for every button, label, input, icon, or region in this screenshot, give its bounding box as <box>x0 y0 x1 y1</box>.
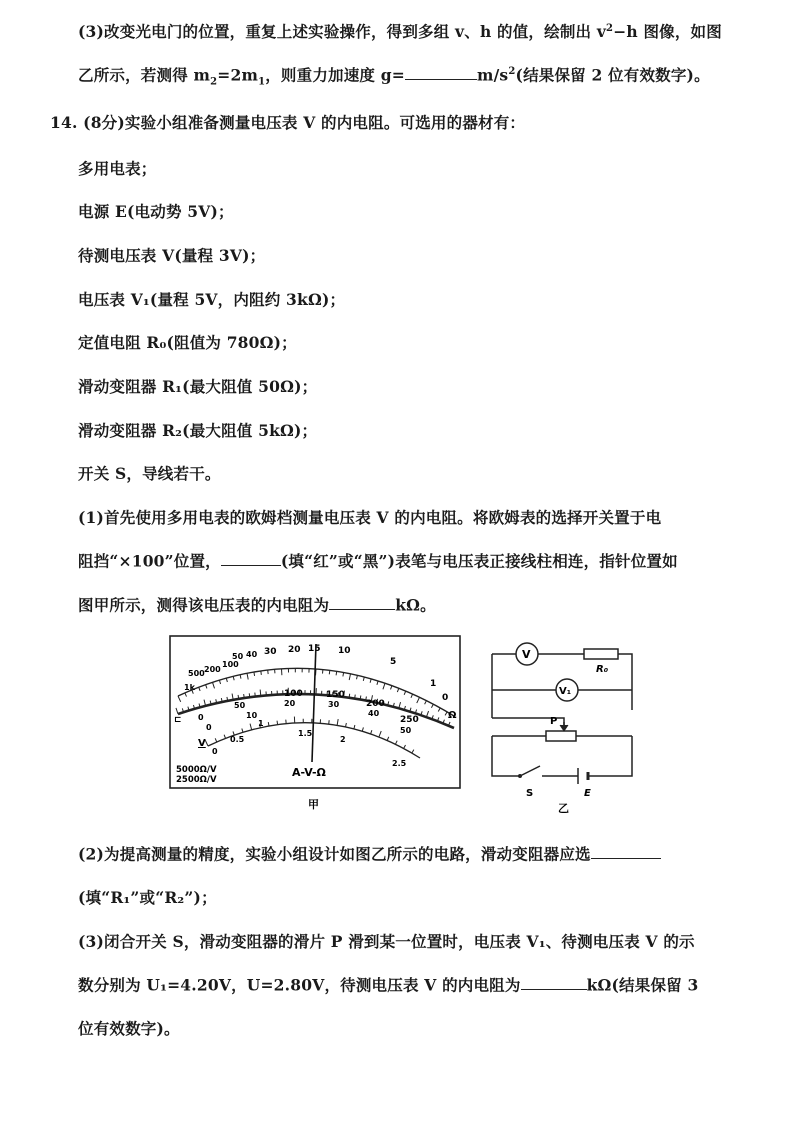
ohm-tick-label: 200 <box>204 665 221 674</box>
equipment-item: 电压表 V₁(量程 5V，内阻约 3kΩ)； <box>78 290 346 309</box>
scale-tick <box>277 721 278 725</box>
q14-text: (填“红”或“黑”)表笔与电压表正接线柱相连，指针位置如 <box>280 551 678 571</box>
q13-superscript: 2 <box>508 66 516 78</box>
slider-arrowhead-icon <box>560 725 568 731</box>
ohm-tick-label: 20 <box>288 645 301 655</box>
dc2-tick-label: 20 <box>284 699 296 708</box>
dc-tick-label: 0 <box>198 713 204 722</box>
ohm-tick-label: 5 <box>390 657 397 667</box>
q14-text: 图甲所示，测得该电压表的内电阻为 <box>78 595 330 615</box>
ohm-tick-label: 0 <box>442 693 449 703</box>
v-mark: V <box>198 738 206 749</box>
q13-part3-line1 <box>78 20 722 42</box>
answer-blank-internal-resistance[interactable] <box>521 973 587 990</box>
figure-caption-jia: 甲 <box>308 798 319 811</box>
scale-tick <box>343 672 344 676</box>
q14-part3-line1: (3)闭合开关 S，滑动变阻器的滑片 P 滑到某一位置时，电压表 V₁、待测电压表 V 的示 <box>78 932 695 951</box>
q14-text: kΩ(结果保留 3 <box>586 975 699 995</box>
dc-symbol: ⊏ <box>174 715 182 725</box>
q13-text: m/s <box>476 65 509 85</box>
dc2-tick-label: 40 <box>368 709 380 718</box>
q13-superscript: 2 <box>606 22 614 34</box>
scale-tick <box>238 695 239 699</box>
scale-tick <box>260 690 261 696</box>
scale-tick <box>329 670 330 674</box>
switch-s-icon <box>520 766 540 776</box>
dc2-tick-label: 30 <box>328 700 340 709</box>
q13-text: (结果保留 2 位有效数字)。 <box>515 65 710 85</box>
r0-label: R₀ <box>596 664 609 675</box>
equipment-item: 定值电阻 R₀(阻值为 780Ω)； <box>78 333 297 352</box>
equipment-item: 待测电压表 V(量程 3V)； <box>78 246 266 265</box>
answer-blank-rheostat[interactable] <box>591 842 661 859</box>
sensitivity-label: 5000Ω/V <box>176 765 217 775</box>
scale-tick <box>244 694 245 698</box>
wire <box>618 654 632 690</box>
q14-text: 阻挡“×100”位置， <box>78 551 221 571</box>
q14-text: kΩ。 <box>395 595 436 615</box>
sensitivity-label: 2500Ω/V <box>176 775 217 785</box>
scale-tick <box>254 672 255 676</box>
q13-text: =2m <box>217 65 259 85</box>
ohm-tick-label: 1k <box>184 683 195 692</box>
dc-tick-label: 250 <box>400 715 419 725</box>
q13-text: (3)改变光电门的位置，重复上述实验操作，得到多组 v、h 的值，绘制出 v <box>78 22 607 41</box>
dc-tick-label: 50 <box>234 701 246 710</box>
answer-blank-g[interactable] <box>405 63 477 80</box>
q14-part1-line3 <box>78 593 436 615</box>
equipment-item: 电源 E(电动势 5V)； <box>78 202 234 221</box>
resistor-r0-icon <box>584 649 618 659</box>
q14-part3-line3: 位有效数字)。 <box>78 1019 180 1038</box>
scale-tick <box>261 671 262 675</box>
ohm-tick-label: 500 <box>188 669 205 678</box>
q14-part1-line2 <box>78 549 678 571</box>
ohm-tick-label: 15 <box>308 644 321 654</box>
q13-text: ，则重力加速度 g= <box>265 65 405 85</box>
center-label: A-V-Ω <box>292 766 326 779</box>
ohm-tick-label: 30 <box>264 647 277 657</box>
figure-yi-circuit <box>484 634 640 814</box>
q13-text: 乙所示，若测得 m <box>78 65 211 85</box>
q14-part3-line2 <box>78 973 698 995</box>
wire <box>588 736 632 776</box>
dc2-tick-label: 10 <box>246 711 258 720</box>
scale-tick <box>268 722 269 726</box>
dc-tick-label: 100 <box>284 689 303 699</box>
q14-part1-line1: (1)首先使用多用电表的欧姆档测量电压表 V 的内电阻。将欧姆表的选择开关置于电 <box>78 508 662 527</box>
ac-tick-label: 0 <box>212 747 218 756</box>
ac-tick-label: 0.5 <box>230 735 245 744</box>
ac-tick-label: 1 <box>258 719 264 728</box>
q13-subscript: 1 <box>258 76 266 88</box>
equipment-item: 多用电表； <box>78 159 157 178</box>
battery-e-label: E <box>584 788 591 799</box>
scale-tick <box>355 695 356 699</box>
q14-part2-line1 <box>78 842 661 864</box>
answer-blank-probe[interactable] <box>221 549 281 566</box>
ac-tick-label: 2 <box>340 735 346 744</box>
figure-jia-meter <box>168 634 464 814</box>
voltmeter-v1-label: V₁ <box>559 686 572 697</box>
switch-s-label: S <box>526 788 534 799</box>
q13-text: −h 图像，如图 <box>613 22 722 41</box>
wire <box>492 736 520 776</box>
ohm-unit-label: Ω <box>448 710 457 721</box>
ohm-tick-label: 10 <box>338 646 351 656</box>
equipment-item: 开关 S，导线若干。 <box>78 464 221 483</box>
q14-text: (2)为提高测量的精度，实验小组设计如图乙所示的电路，滑动变阻器应选 <box>78 844 591 864</box>
scale-tick <box>349 694 350 698</box>
slider-p-label: P <box>550 716 558 727</box>
figure-caption-yi: 乙 <box>558 802 569 814</box>
equipment-item: 滑动变阻器 R₂(最大阻值 5kΩ)； <box>78 421 318 440</box>
ohm-tick-label: 50 <box>232 652 244 661</box>
scale-tick <box>360 696 361 700</box>
scale-tick <box>336 671 337 675</box>
rheostat-icon <box>546 731 576 741</box>
answer-blank-resistance[interactable] <box>329 593 395 610</box>
q13-part3-line2 <box>78 63 710 87</box>
ohm-tick-label: 100 <box>222 660 239 669</box>
voltmeter-v-label: V <box>522 648 531 661</box>
ohm-tick-label: 40 <box>246 650 258 659</box>
ac-tick-label: 1.5 <box>298 729 313 738</box>
ohm-tick-label: 1 <box>430 679 437 689</box>
dc-tick-label: 200 <box>366 699 385 709</box>
q14-header: 14. (8分)实验小组准备测量电压表 V 的内电阻。可选用的器材有： <box>50 113 526 132</box>
ac-tick-label: 2.5 <box>392 759 407 768</box>
dc2-tick-label: 50 <box>400 726 412 735</box>
q13-subscript: 2 <box>210 76 218 88</box>
dc2-tick-label: 0 <box>206 723 212 732</box>
scale-tick <box>249 693 250 697</box>
dc-tick-label: 150 <box>326 690 345 700</box>
q14-part2-line2: (填“R₁”或“R₂”)； <box>78 888 217 907</box>
equipment-item: 滑动变阻器 R₁(最大阻值 50Ω)； <box>78 377 318 396</box>
q14-text: 数分别为 U₁=4.20V，U=2.80V，待测电压表 V 的内电阻为 <box>78 975 521 995</box>
